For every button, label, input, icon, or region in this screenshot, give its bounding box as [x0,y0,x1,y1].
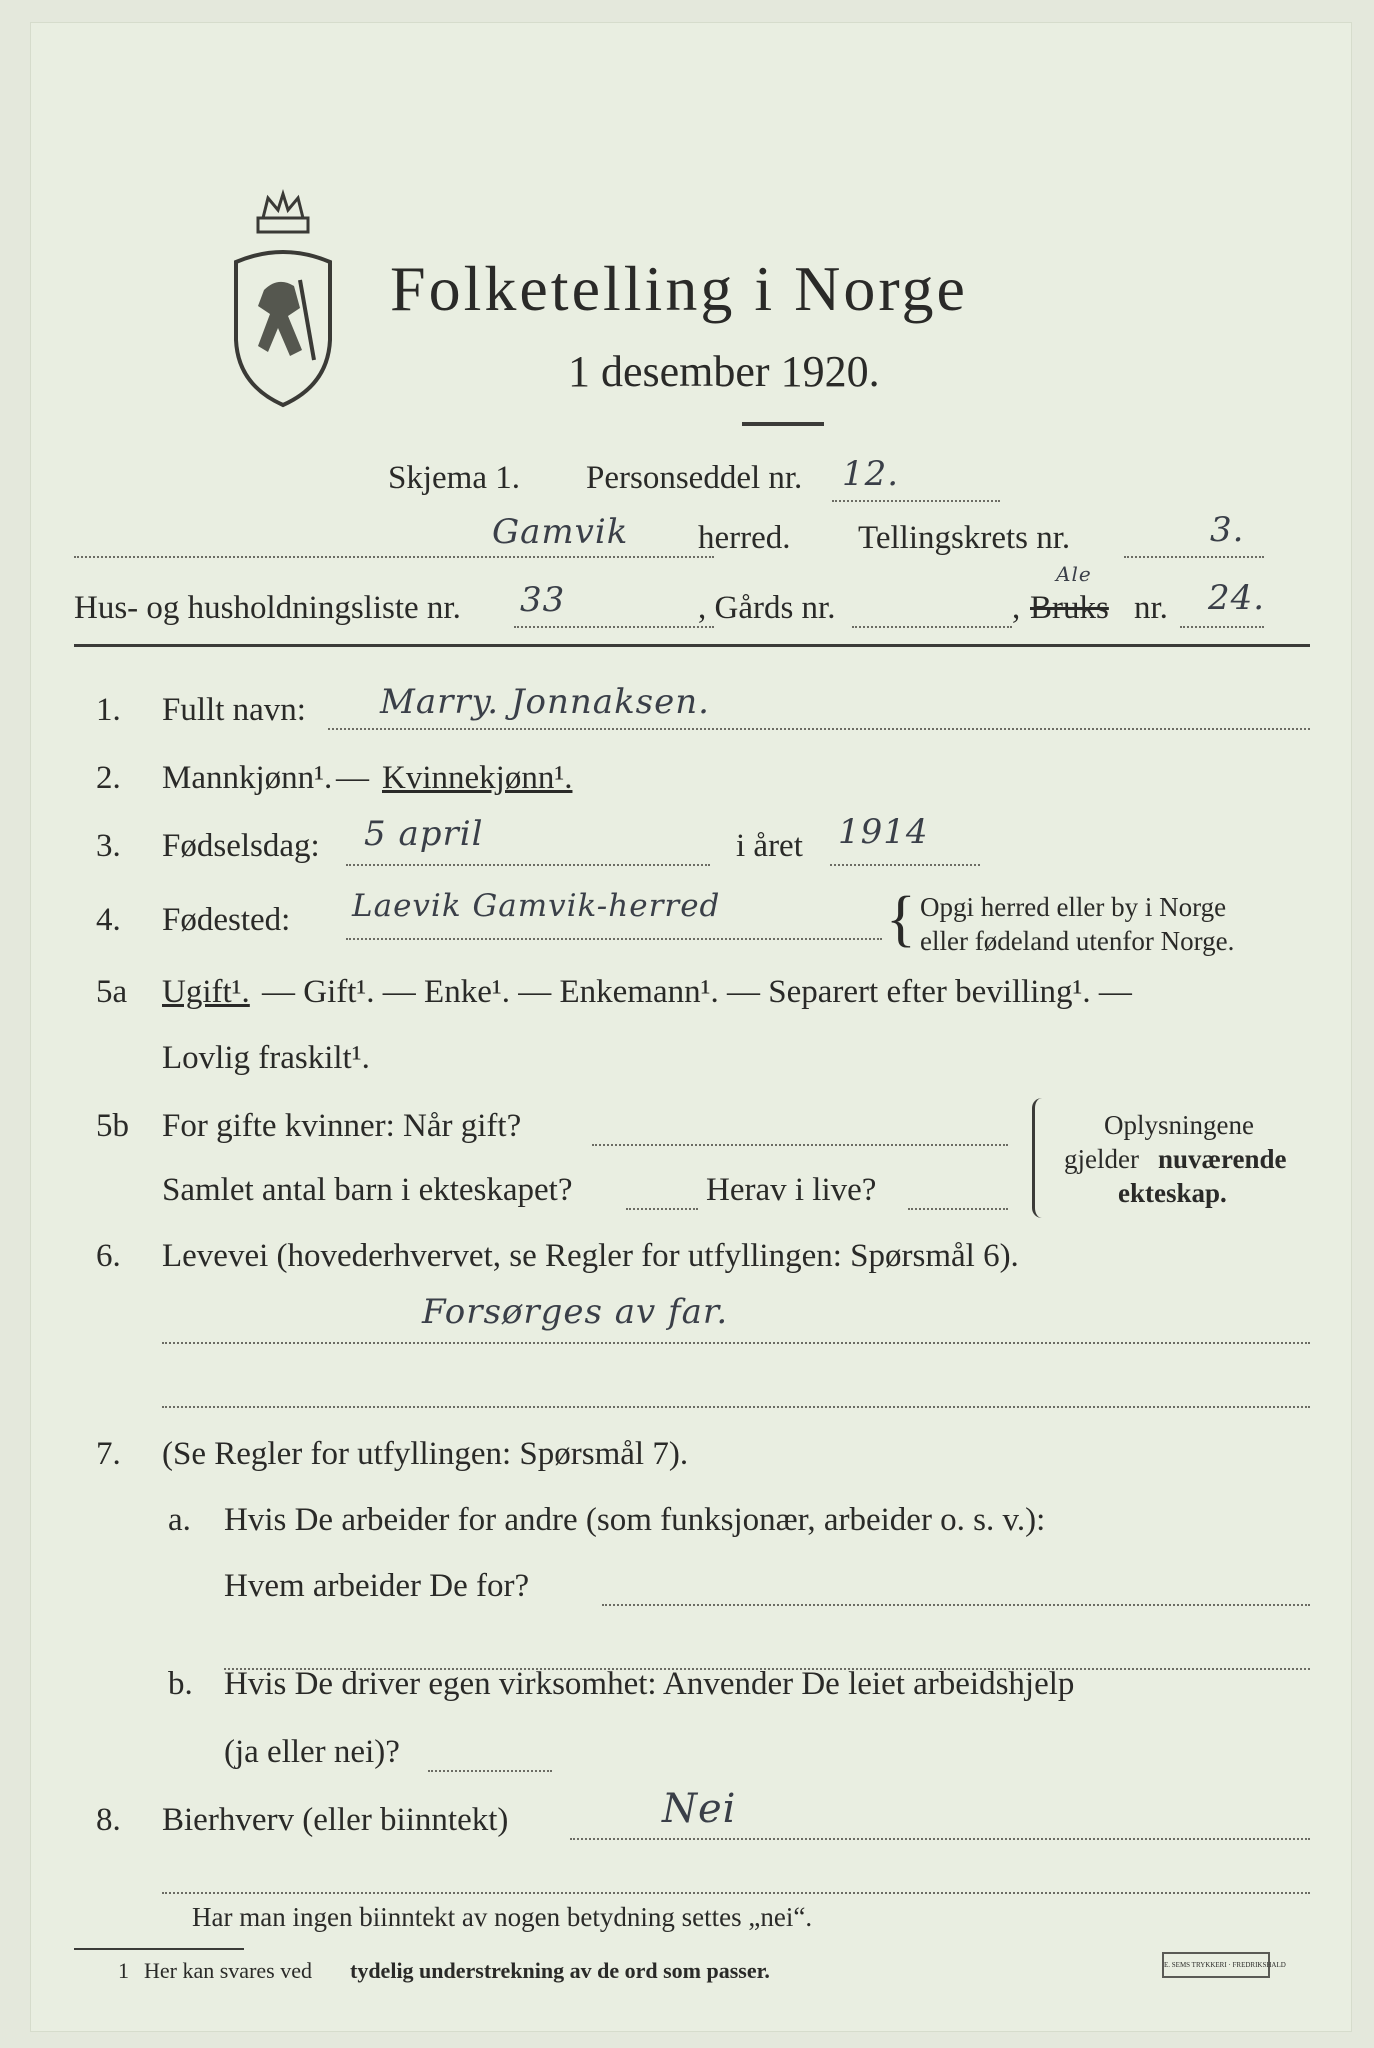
q6-number: 6. [96,1238,121,1274]
children-alive-label: Herav i live? [706,1172,877,1208]
when-married-label: For gifte kvinner: Når gift? [162,1108,522,1144]
q7a-letter: a. [168,1502,191,1538]
year-label: i året [736,828,803,864]
q6-label: Levevei (hovederhvervet, se Regler for utfyllingen: Spørsmål 6). [162,1238,1019,1274]
q7b-line1: Hvis De driver egen virksomhet: Anvender De leiet arbeidshjelp [224,1666,1075,1702]
q4-label: Fødested: [162,902,291,938]
bruks-comma: , [1012,590,1021,626]
birthdate-value: 5 april [364,814,484,854]
gards-label: , Gårds nr. [698,590,836,626]
q5a-number: 5a [96,974,128,1010]
q7-label: (Se Regler for utfyllingen: Spørsmål 7). [162,1436,689,1472]
q2-dash: — [336,760,369,796]
marriage-note-1: Oplysningene [1104,1110,1254,1140]
bruks-above-label: Ale [1056,562,1092,586]
civil-status-options: — Gift¹. — Enke¹. — Enkemann¹. — Separert efter bevilling¹. — [262,974,1132,1010]
birth-year-value: 1914 [838,812,929,852]
census-form [30,22,1352,2032]
birthplace-note-2: eller fødeland utenfor Norge. [920,926,1235,956]
title-divider [742,422,824,426]
q7-number: 7. [96,1436,121,1472]
q1-number: 1. [96,692,121,728]
lovlig-fraskilt-option: Lovlig fraskilt¹. [162,1040,370,1076]
marriage-note-2a: gjelder [1064,1144,1139,1174]
q3-label: Fødselsdag: [162,828,320,864]
hus-label: Hus- og husholdningsliste nr. [74,590,461,626]
brace-icon: { [886,885,916,953]
q7a-line1: Hvis De arbeider for andre (som funksjonær, arbeider o. s. v.): [224,1502,1046,1538]
birthplace-value: Laevik Gamvik-herred [352,888,721,924]
children-count-label: Samlet antal barn i ekteskapet? [162,1172,573,1208]
hus-value: 33 [520,580,566,620]
skjema-label: Skjema 1. [388,460,520,496]
q7b-letter: b. [168,1666,193,1702]
side-income-value: Nei [662,1786,737,1832]
birthplace-note-1: Opgi herred eller by i Norge [920,892,1227,922]
q3-number: 3. [96,828,121,864]
male-option: Mannkjønn¹. [162,760,333,796]
full-name-value: Marry. Jonnaksen. [380,682,710,722]
tellingskrets-label: Tellingskrets nr. [858,520,1071,556]
printer-stamp: E. SEMS TRYKKERI · FREDRIKSHALD [1162,1952,1270,1978]
header-divider [74,644,1310,647]
bracket-icon [1032,1098,1043,1218]
form-title: Folketelling i Norge [390,253,968,324]
bruks-nr-label: nr. [1134,590,1168,626]
tellingskrets-value: 3. [1210,510,1245,550]
footnote-divider [74,1948,244,1950]
q7a-line2: Hvem arbeider De for? [224,1568,530,1604]
footnote-text-a: Her kan svares ved [144,1958,312,1983]
female-option: Kvinnekjønn¹. [382,760,573,796]
marriage-note-3: ekteskap. [1118,1178,1227,1208]
bruks-value: 24. [1208,578,1266,618]
personseddel-value: 12. [842,454,900,494]
marriage-note-2b: nuværende [1158,1144,1287,1174]
footer-note: Har man ingen biinntekt av nogen betydning settes „nei“. [192,1902,813,1932]
footnote-number: 1 [118,1958,129,1983]
q1-label: Fullt navn: [162,692,306,728]
herred-label: herred. [698,520,791,556]
bruks-struck-label: Bruks [1030,590,1109,626]
coat-of-arms-icon [228,190,338,410]
footnote-text-b: tydelig understrekning av de ord som passer. [350,1958,770,1983]
q2-number: 2. [96,760,121,796]
q4-number: 4. [96,902,121,938]
q8-number: 8. [96,1802,121,1838]
q8-label: Bierhverv (eller biinntekt) [162,1802,509,1838]
q7b-line2: (ja eller nei)? [224,1734,400,1770]
occupation-value: Forsørges av far. [422,1292,729,1332]
form-date: 1 desember 1920. [568,347,880,396]
herred-value: Gamvik [492,512,629,552]
q5b-number: 5b [96,1108,129,1144]
personseddel-label: Personseddel nr. [586,460,803,496]
ugift-option: Ugift¹. [162,974,250,1010]
